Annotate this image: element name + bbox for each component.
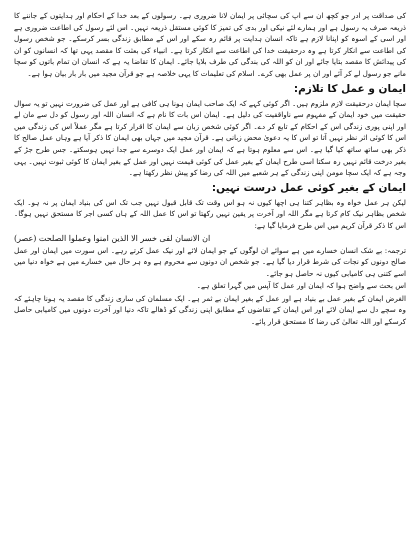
intro-paragraph: کی صداقت پر ادر جو کچھ ان سے اپ کی سچائی پر ایمان لانا ضروری ہے۔ رسولوں کے بعد خدا کے احکام اور ہدایتوں کے جاننے کا ذریعہ صرف یہ رسول ہے اور ہمارے لئے نیکی اور بدی کی تمیز کا کوئی مستقل ذریعہ نہیں۔ اس لئے رسول کی اطاعت ضروری ہے اور اسی کے اسوہ کو اپنانا لازم ہے تاکہ انسان ہدایت پر قائم رہ سکے اور اس کے مطابق زندگی بسر کرسکے۔ جو شخص رسول کی اطاعت سے انکار کرتا ہے وہ درحقیقت خدا کی اطاعت سے انکار کرتا ہے۔ انبیاء کی بعثت کا مقصد یہی تھا کہ انسانوں کو ان کی پیدائش کا مقصد بتایا جائے اور ان کو اللہ کی بندگی کی طرف بلایا جائے۔ ایمان کا تقاضا یہ ہے کہ انسان ان تمام باتوں کو سچا مانے جو رسول لے کر آئے اور ان پر عمل بھی کرے۔ اسلام کی تعلیمات کا یہی خلاصہ ہے جو قرآن مجید میں بار بار بیان ہوا ہے۔	[14, 11, 406, 78]
quranic-verse: ان الانسان لفی خسر الا الذین امنوا وعملوا الصلحت (عصر)	[14, 233, 211, 243]
section-heading-no-action-without-faith: ایمان کے بغیر کوئی عمل درست نہیں:	[211, 181, 406, 194]
body-paragraph-summary: اس بحث سے واضح ہوا کہ ایمان اور عمل کا آپس میں گہرا تعلق ہے۔	[196, 281, 406, 291]
body-paragraph-no-action-without-faith: لیکن ہر عمل خواہ وہ بظاہر کتنا ہی اچھا کیوں نہ ہو اس وقت تک قابل قبول نہیں جب تک اس کی بنیاد ایمان پر نہ ہو۔ ایک شخص بظاہر نیک کام کرتا ہے مگر اللہ اور آخرت پر یقین نہیں رکھتا تو اس کا عمل اللہ کے ہاں کسی اجر کا مستحق نہیں ہوگا۔ اس کا ذکر قرآن کریم میں اس طرح فرمایا گیا ہے:	[14, 197, 406, 230]
section-heading-faith-and-action: ایمان و عمل کا تلازم:	[293, 82, 406, 95]
body-paragraph-conclusion: الغرض ایمان کے بغیر عمل بے بنیاد ہے اور عمل کے بغیر ایمان بے ثمر ہے۔ ایک مسلمان کی ساری زندگی کا مقصد یہ ہونا چاہئے کہ وہ سچے دل سے ایمان لائے اور اس ایمان کے تقاضوں کے مطابق اپنی زندگی کو ڈھالے تاکہ دنیا اور آخرت دونوں میں کامیابی حاصل کرسکے اور اللہ تعالیٰ کی رضا کا مستحق قرار پائے۔	[14, 293, 406, 327]
body-paragraph-verse-translation: ترجمہ: بے شک انسان خسارے میں ہے سوائے ان لوگوں کے جو ایمان لائے اور نیک عمل کرتے رہے۔ اس سورت میں ایمان اور عمل صالح دونوں کو نجات کی شرط قرار دیا گیا ہے۔ جو شخص ان دونوں سے محروم ہے وہ ہر حال میں خسارے میں ہے خواہ دنیا میں اسے کتنی ہی کامیابی کیوں نہ حاصل ہو جائے۔	[14, 245, 406, 278]
body-paragraph-faith-and-action: سچا ایمان درحقیقت لازم ملزوم ہیں۔ اگر کوئی کہے کہ ایک صاحب ایمان ہونا ہی کافی ہے اور عمل کی ضرورت نہیں تو یہ سوال حقیقت میں خود ایمان کے مفہوم سے ناواقفیت کی دلیل ہے۔ ایمان اس بات کا نام ہے کہ انسان اللہ اور رسول کو دل سے مان لے اور اپنی پوری زندگی اس کے احکام کے تابع کر دے۔ اگر کوئی شخص زبان سے ایمان کا اقرار کرتا ہے مگر عملاً اس کی زندگی میں اس کا کوئی اثر نظر نہیں آتا تو اس کا یہ دعویٰ محض زبانی ہے۔ قرآن مجید میں جہاں بھی ایمان کا ذکر آیا ہے وہاں عمل صالح کا ذکر بھی ساتھ ساتھ کیا گیا ہے۔ اس سے معلوم ہوتا ہے کہ ایمان اور عمل ایک دوسرے سے جدا نہیں ہوسکتے۔ جس طرح جڑ کے بغیر درخت قائم نہیں رہ سکتا اسی طرح ایمان کے بغیر عمل کی کوئی قیمت نہیں اور عمل کے بغیر ایمان کا کوئی ثبوت نہیں۔ یہی وجہ ہے کہ ایک سچا مومن اپنی زندگی کے ہر شعبے میں اللہ کی رضا کو پیش نظر رکھتا ہے۔	[14, 98, 406, 178]
